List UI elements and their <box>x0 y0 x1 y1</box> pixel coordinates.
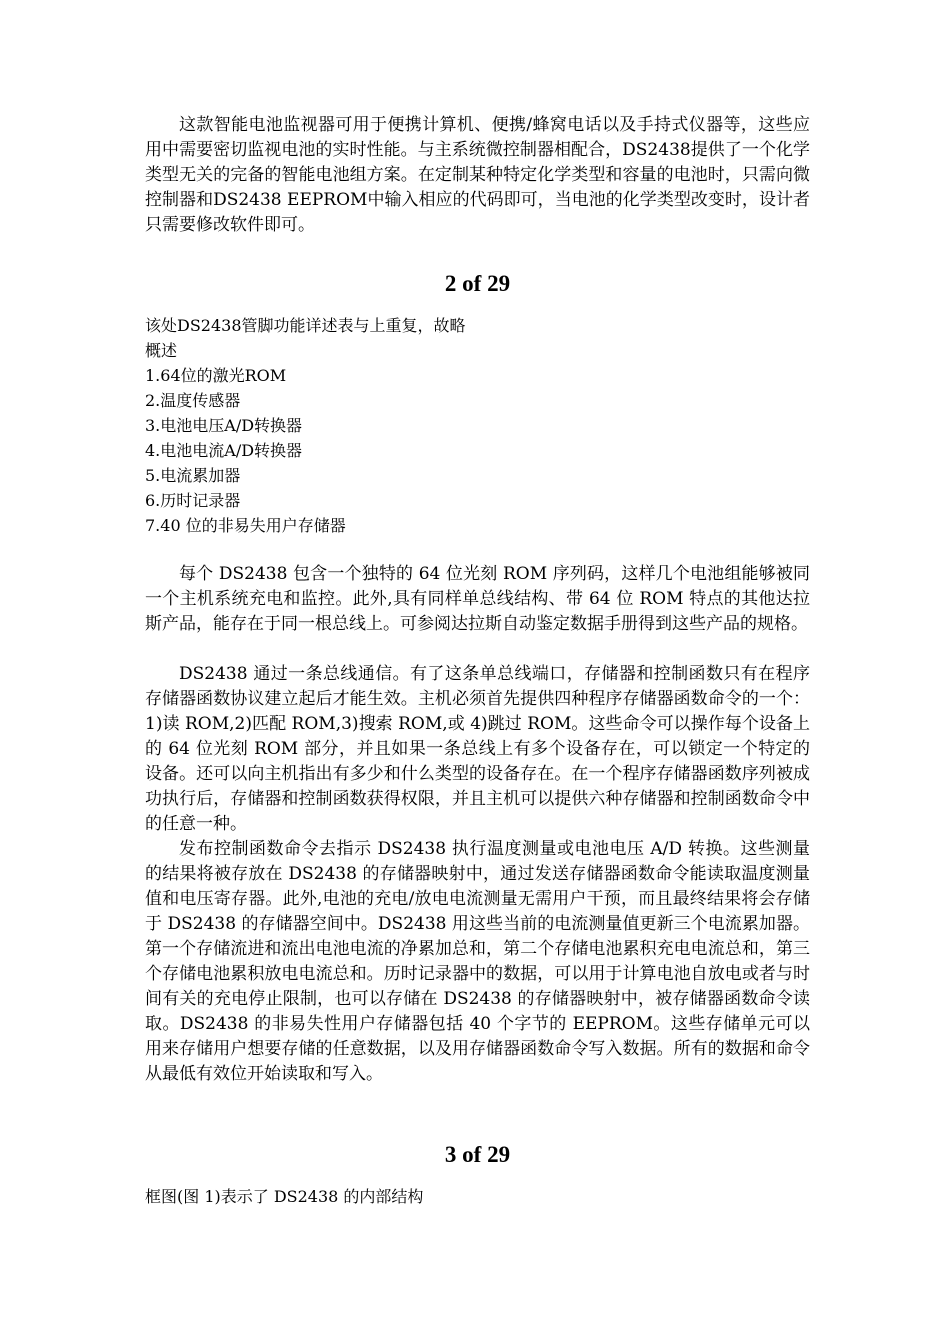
overview-item: 6.历时记录器 <box>145 491 241 510</box>
intro-paragraph: 这款智能电池监视器可用于便携计算机、便携/蜂窝电话以及手持式仪器等，这些应用中需要密切监视电池的实时性能。与主系统微控制器相配合，DS2438提供了一个化学类型无关的完备的智能电池组方案。在定制某种特定化学类型和容量的电池时，只需向微控制器和DS2438 EEPROM中输入相应的代码即可，当电池的化学类型改变时，设计者只需要修改软件即可。 <box>145 115 810 235</box>
omit-note: 该处DS2438管脚功能详述表与上重复，故略 <box>145 316 466 335</box>
body-paragraph-bus: DS2438 通过一条总线通信。有了这条单总线端口，存储器和控制函数只有在程序存储器函数协议建立起后才能生效。主机必须首先提供四种程序存储器函数命令的一个：1)读 ROM,2)匹配 ROM,3)搜索 ROM,或 4)跳过 ROM。这些命令可以操作每个设备上的 64 位光刻 ROM 部分，并且如果一条总线上有多个设备存在，可以锁定一个特定的设备。还可以向主机指出有多少和什么类型的设备存在。在一个程序存储器函数序列被成功执行后，存储器和控制函数获得权限，并且主机可以提供六种存储器和控制函数命令中的任意一种。 <box>145 664 810 834</box>
overview-item: 1.64位的激光ROM <box>145 366 287 385</box>
page-marker-3: 3 of 29 <box>444 1142 511 1167</box>
overview-item: 3.电池电压A/D转换器 <box>145 416 303 435</box>
overview-item: 2.温度传感器 <box>145 391 241 410</box>
overview-item: 7.40 位的非易失用户存储器 <box>145 516 346 535</box>
overview-item: 4.电池电流A/D转换器 <box>145 441 303 460</box>
figure-caption: 框图(图 1)表示了 DS2438 的内部结构 <box>145 1187 424 1206</box>
page-marker-2: 2 of 29 <box>444 271 511 296</box>
overview-heading: 概述 <box>145 341 178 360</box>
body-paragraph-measurement: 发布控制函数命令去指示 DS2438 执行温度测量或电池电压 A/D 转换。这些测量的结果将被存放在 DS2438 的存储器映射中，通过发送存储器函数命令能读取温度测量值和电压寄存器。此外,电池的充电/放电电流测量无需用户干预，而且最终结果将会存储于 DS2438 的存储器空间中。DS2438 用这些当前的电流测量值更新三个电流累加器。第一个存储流进和流出电池电流的净累加总和，第二个存储电池累积充电电流总和，第三个存储电池累积放电电流总和。历时记录器中的数据，可以用于计算电池自放电或者与时间有关的充电停止限制，也可以存储在 DS2438 的存储器映射中，被存储器函数命令读取。DS2438 的非易失性用户存储器包括 40 个字节的 EEPROM。这些存储单元可以用来存储用户想要存储的任意数据，以及用存储器函数命令写入数据。所有的数据和命令从最低有效位开始读取和写入。 <box>145 839 810 1084</box>
overview-item: 5.电流累加器 <box>145 466 241 485</box>
body-paragraph-rom: 每个 DS2438 包含一个独特的 64 位光刻 ROM 序列码，这样几个电池组能够被同一个主机系统充电和监控。此外,具有同样单总线结构、带 64 位 ROM 特点的其他达拉斯产品，能存在于同一根总线上。可参阅达拉斯自动鉴定数据手册得到这些产品的规格。 <box>145 564 810 634</box>
